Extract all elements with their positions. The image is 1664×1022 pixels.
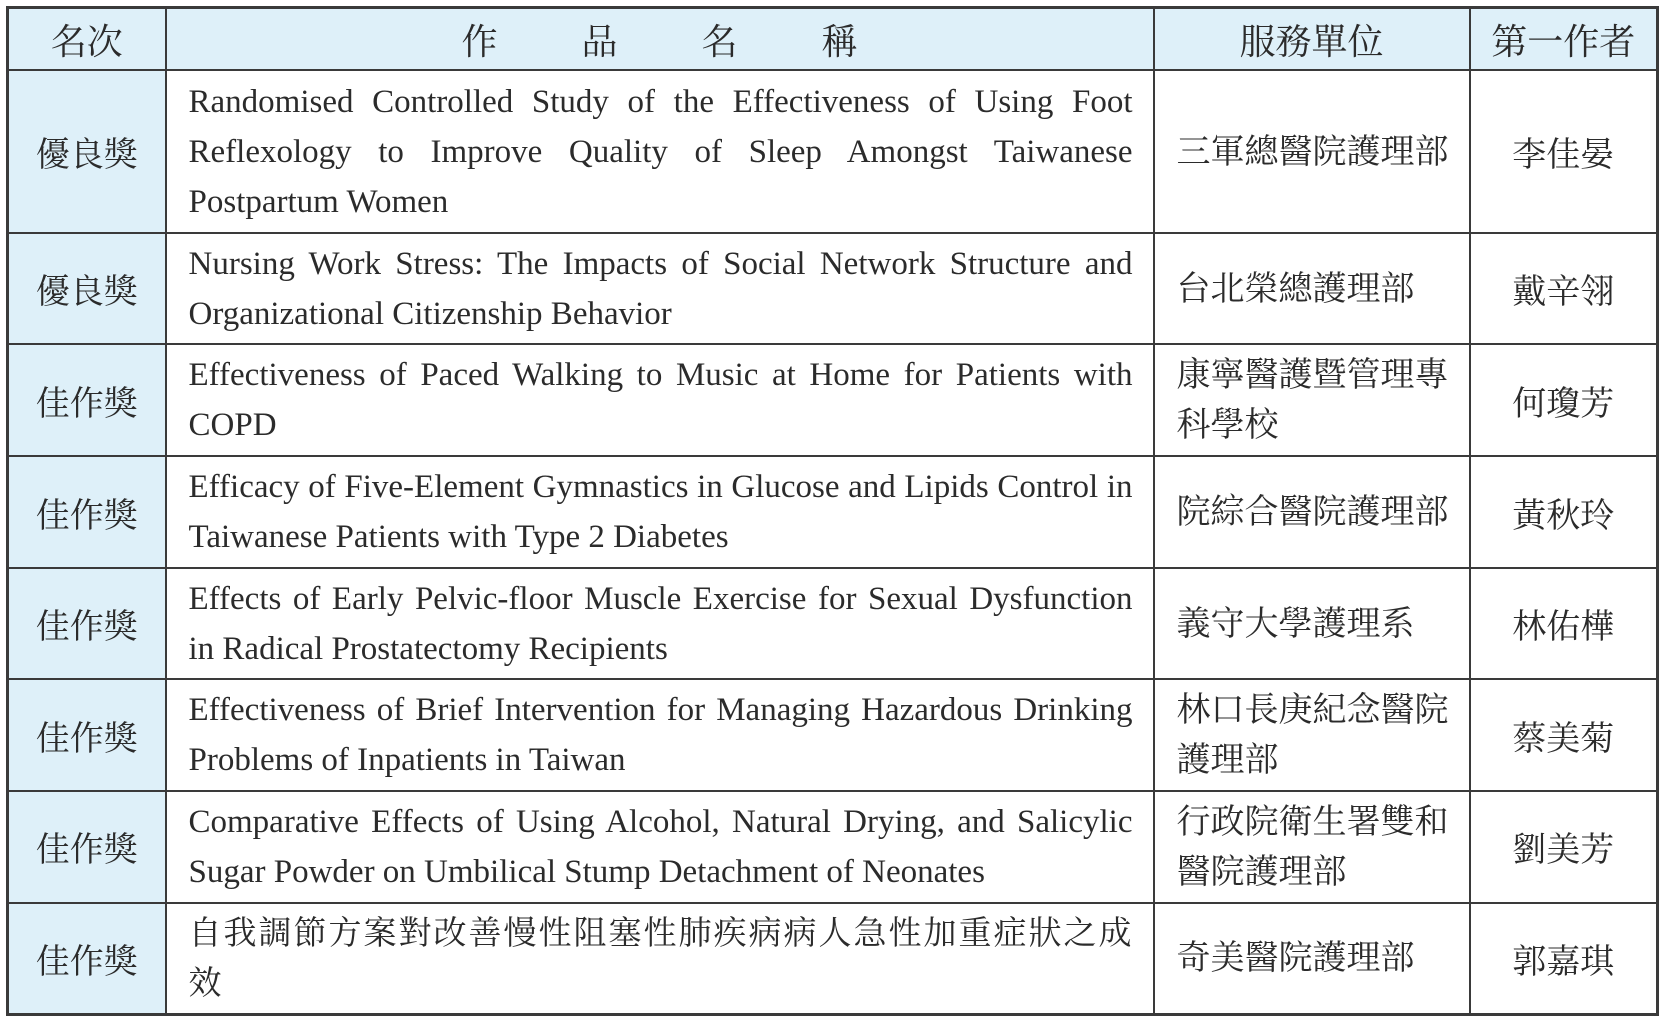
awards-table-container bbox=[6, 6, 1656, 1016]
service-unit: 院綜合醫院護理部 bbox=[1154, 456, 1470, 568]
service-unit: 林口長庚紀念醫院護理部 bbox=[1154, 679, 1470, 791]
first-author: 黃秋玲 bbox=[1470, 456, 1658, 568]
work-title: Randomised Controlled Study of the Effectiveness of Using Foot Reflexology to Improve Quality of Sleep Amongst Taiwanese Postpartum Women bbox=[166, 70, 1154, 233]
header-author: 第一作者 bbox=[1470, 8, 1658, 71]
first-author: 林佑樺 bbox=[1470, 568, 1658, 679]
first-author: 郭嘉琪 bbox=[1470, 903, 1658, 1015]
award-rank: 佳作獎 bbox=[8, 791, 166, 903]
award-rank: 佳作獎 bbox=[8, 456, 166, 568]
award-rank: 優良獎 bbox=[8, 70, 166, 233]
table-row bbox=[8, 344, 1658, 456]
table-body bbox=[8, 70, 1658, 1015]
header-row bbox=[8, 8, 1658, 71]
service-unit: 康寧醫護暨管理專科學校 bbox=[1154, 344, 1470, 456]
header-title-char: 稱 bbox=[821, 21, 858, 63]
award-rank: 優良獎 bbox=[8, 233, 166, 344]
work-title: Effectiveness of Paced Walking to Music at Home for Patients with COPD bbox=[166, 344, 1154, 456]
work-title: Effects of Early Pelvic-floor Muscle Exercise for Sexual Dysfunction in Radical Prostatectomy Recipients bbox=[166, 568, 1154, 679]
award-rank: 佳作獎 bbox=[8, 568, 166, 679]
service-unit: 義守大學護理系 bbox=[1154, 568, 1470, 679]
table-row bbox=[8, 791, 1658, 903]
header-title-char: 作 bbox=[461, 21, 498, 63]
work-title: Effectiveness of Brief Intervention for Managing Hazardous Drinking Problems of Inpatients in Taiwan bbox=[166, 679, 1154, 791]
work-title: Efficacy of Five-Element Gymnastics in Glucose and Lipids Control in Taiwanese Patients with Type 2 Diabetes bbox=[166, 456, 1154, 568]
award-rank: 佳作獎 bbox=[8, 679, 166, 791]
table-row bbox=[8, 903, 1658, 1015]
header-title-char: 名 bbox=[701, 21, 738, 63]
first-author: 蔡美菊 bbox=[1470, 679, 1658, 791]
header-title bbox=[166, 8, 1154, 71]
award-rank: 佳作獎 bbox=[8, 903, 166, 1015]
header-title-char: 品 bbox=[581, 21, 618, 63]
header-rank: 名次 bbox=[8, 8, 166, 71]
table-header bbox=[8, 8, 1658, 71]
table-row bbox=[8, 456, 1658, 568]
awards-table bbox=[6, 6, 1659, 1016]
service-unit: 奇美醫院護理部 bbox=[1154, 903, 1470, 1015]
table-row bbox=[8, 70, 1658, 233]
header-unit: 服務單位 bbox=[1154, 8, 1470, 71]
table-row bbox=[8, 568, 1658, 679]
service-unit: 三軍總醫院護理部 bbox=[1154, 70, 1470, 233]
first-author: 何瓊芳 bbox=[1470, 344, 1658, 456]
first-author: 李佳晏 bbox=[1470, 70, 1658, 233]
table-row bbox=[8, 233, 1658, 344]
award-rank: 佳作獎 bbox=[8, 344, 166, 456]
work-title: Nursing Work Stress: The Impacts of Social Network Structure and Organizational Citizenship Behavior bbox=[166, 233, 1154, 344]
first-author: 劉美芳 bbox=[1470, 791, 1658, 903]
work-title: 自我調節方案對改善慢性阻塞性肺疾病病人急性加重症狀之成效 bbox=[166, 903, 1154, 1015]
service-unit: 行政院衛生署雙和醫院護理部 bbox=[1154, 791, 1470, 903]
service-unit: 台北榮總護理部 bbox=[1154, 233, 1470, 344]
table-row bbox=[8, 679, 1658, 791]
first-author: 戴辛翎 bbox=[1470, 233, 1658, 344]
work-title: Comparative Effects of Using Alcohol, Natural Drying, and Salicylic Sugar Powder on Umbilical Stump Detachment of Neonates bbox=[166, 791, 1154, 903]
